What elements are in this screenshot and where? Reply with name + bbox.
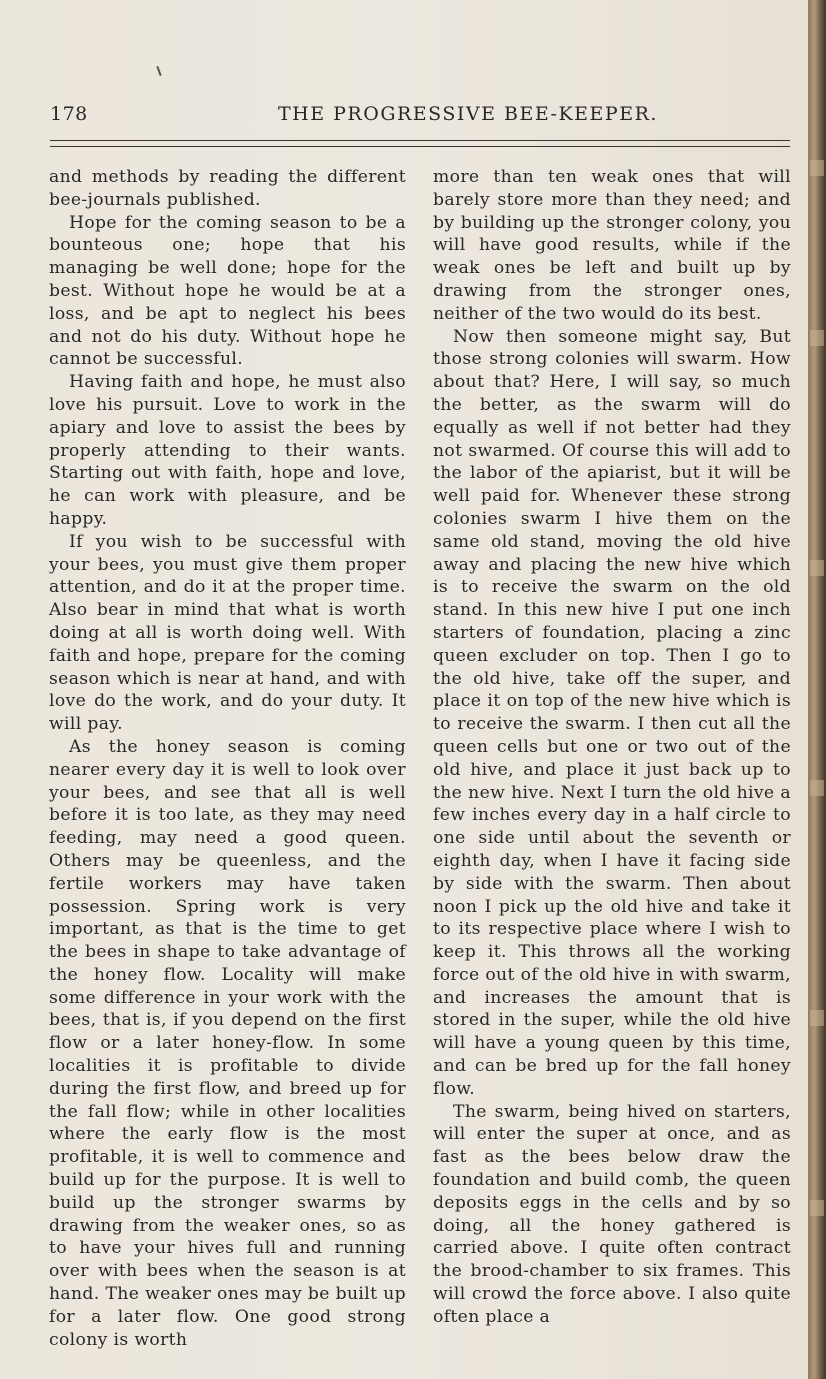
header-rule-top [50,140,790,141]
edge-mark [810,160,824,176]
paragraph: The swarm, being hived on starters, will enter the super at once, and as fast as the bees below draw the foundation and build comb, the queen deposits eggs in the cells and by so doing, all the honey gathered is carried above. I quite often contract the brood-chamber to six frames. This will crowd the force above. I also quite often place a [433,1101,791,1327]
page-number: 178 [50,103,88,125]
paragraph: Hope for the coming season to be a bounteous one; hope that his managing be well done; hope for the best. Without hope he would be at a loss, and be apt to neglect his bees and not do his duty. Without hope he cannot be successful. [49,212,406,370]
edge-mark [810,1010,824,1026]
edge-mark [810,330,824,346]
edge-mark [810,780,824,796]
right-column [433,166,791,1329]
edge-mark [810,560,824,576]
paragraph: As the honey season is coming nearer every day it is well to look over your bees, and see that all is well before it is too late, as they may need feeding, may need a good queen. Others may be queenless, and the fertile workers may have taken possession. Spring work is very important, as that is the time to get the bees in shape to take advantage of the honey flow. Locality will make some difference in your work with the bees, that is, if you depend on the first flow or a later honey-flow. In some localities it is profitable to divide during the first flow, and breed up for the fall flow; while in other localities where the early flow is the most profitable, it is well to commence and build up for the purpose. It is well to build up the stronger swarms by drawing from the weaker ones, so as to have your hives full and running over with bees when the season is at hand. The weaker ones may be built up for a later flow. One good strong colony is worth [49,736,406,1350]
edge-mark [810,1200,824,1216]
paragraph: and methods by reading the different bee-journals published. [49,167,406,210]
paragraph: more than ten weak ones that will barely store more than they need; and by building up the stronger colony, you will have good results, while if the weak ones be left and built up by drawing from the stronger ones, neither of the two would do its best. [433,167,791,324]
header-rule-bottom [50,146,790,147]
paragraph: Having faith and hope, he must also love his pursuit. Love to work in the apiary and love to assist the bees by properly attending to their wants. Starting out with faith, hope and love, he can work with pleasure, and be happy. [49,372,406,529]
page-edge-binding [808,0,826,1379]
paragraph: Now then someone might say, But those strong colonies will swarm. How about that? Here, I will say, so much the better, as the swarm will do equally as well if not better had they not swarmed. Of course this will add to the labor of the apiarist, but it will be well paid for. Whenever these strong colonies swarm I hive them on the same old stand, moving the old hive away and placing the new hive which is to receive the swarm on the old stand. In this new hive I put one inch starters of foundation, placing a zinc queen excluder on top. Then I go to the old hive, take off the super, and place it on top of the new hive which is to receive the swarm. I then cut all the queen cells but one or two out of the old hive, and place it just back up to the new hive. Next I turn the old hive a few inches every day in a half circle to one side until about the seventh or eighth day, when I have it facing side by side with the swarm. Then about noon I pick up the old hive and take it to its respective place where I wish to keep it. This throws all the working force out of the old hive in with swarm, and increases the amount that is stored in the super, while the old hive will have a young queen by this time, and can be bred up for the fall honey flow. [433,326,791,1099]
running-header [50,103,808,133]
journal-title: THE PROGRESSIVE BEE-KEEPER. [278,103,658,125]
left-column [49,166,406,1351]
paragraph: If you wish to be successful with your bees, you must give them proper attention, and do it at the proper time. Also bear in mind that what is worth doing at all is worth doing well. With faith and hope, prepare for the coming season which is near at hand, and with love do the work, and do your duty. It will pay. [49,531,406,735]
